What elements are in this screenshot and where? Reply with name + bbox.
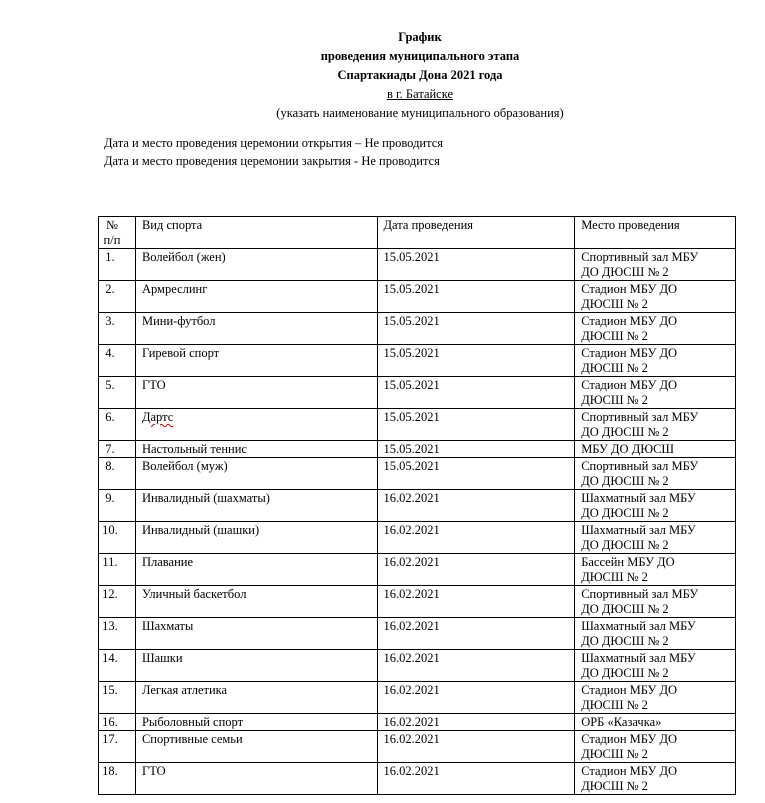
row-sport: ГТО [135,377,377,409]
row-place [575,650,736,682]
row-place-line2: ДО ДЮСШ № 2 [581,265,669,279]
row-place-line2: ДО ДЮСШ № 2 [581,602,669,616]
table-row [99,522,736,554]
row-number: 6. [99,409,136,441]
header-place: Место проведения [575,217,736,249]
row-sport: Мини-футбол [135,313,377,345]
row-place [575,313,736,345]
row-date: 16.02.2021 [377,522,575,554]
row-date: 15.05.2021 [377,313,575,345]
row-sport: Рыболовный спорт [135,714,377,731]
row-place-line1: ОРБ «Казачка» [581,715,662,729]
row-sport: Волейбол (жен) [135,249,377,281]
row-date: 16.02.2021 [377,618,575,650]
header-date: Дата проведения [377,217,575,249]
schedule-table [98,216,736,795]
table-row [99,586,736,618]
header-sport: Вид спорта [135,217,377,249]
row-place-line2: ДО ДЮСШ № 2 [581,474,669,488]
row-place-line2: ДЮСШ № 2 [581,570,648,584]
header-num [99,217,136,249]
row-place-line1: Спортивный зал МБУ [581,587,699,601]
row-number: 11. [99,554,136,586]
row-number: 13. [99,618,136,650]
table-row [99,682,736,714]
row-number: 12. [99,586,136,618]
row-number: 9. [99,490,136,522]
row-place-line2: ДЮСШ № 2 [581,297,648,311]
row-place-line1: МБУ ДО ДЮСШ [581,442,675,456]
table-row [99,345,736,377]
row-place-line2: ДЮСШ № 2 [581,361,648,375]
row-place [575,458,736,490]
table-row [99,281,736,313]
row-sport: ГТО [135,763,377,795]
city-name: в г. Батайске [386,87,454,101]
row-place [575,618,736,650]
header-num-line1: № [106,218,118,232]
row-date: 15.05.2021 [377,249,575,281]
row-sport: Шашки [135,650,377,682]
document-header [0,28,765,123]
row-sport: Уличный баскетбол [135,586,377,618]
row-place [575,345,736,377]
table-row [99,249,736,281]
table-row [99,490,736,522]
row-sport: Плавание [135,554,377,586]
row-number: 17. [99,731,136,763]
row-place [575,763,736,795]
row-place [575,409,736,441]
row-date: 15.05.2021 [377,458,575,490]
closing-ceremony-text: Дата и место проведения церемонии закрытия - Не проводится [104,154,440,168]
row-place [575,682,736,714]
header-note: (указать наименование муниципального образования) [276,106,564,120]
table-row [99,650,736,682]
row-place-line2: ДЮСШ № 2 [581,329,648,343]
row-number: 8. [99,458,136,490]
row-place-line1: Спортивный зал МБУ [581,459,699,473]
row-place [575,377,736,409]
row-place-line1: Шахматный зал МБУ [581,619,696,633]
row-date: 15.05.2021 [377,409,575,441]
row-place-line1: Стадион МБУ ДО [581,732,678,746]
row-sport: Волейбол (муж) [135,458,377,490]
row-place-line1: Бассейн МБУ ДО [581,555,675,569]
table-row [99,441,736,458]
row-place-line1: Шахматный зал МБУ [581,651,696,665]
row-place [575,554,736,586]
table-row [99,731,736,763]
document-subtitle-1: проведения муниципального этапа [320,49,520,63]
row-number: 3. [99,313,136,345]
row-place [575,490,736,522]
table-header-row [99,217,736,249]
row-sport: Инвалидный (шахматы) [135,490,377,522]
row-date: 15.05.2021 [377,441,575,458]
row-place-line1: Стадион МБУ ДО [581,346,678,360]
row-number: 5. [99,377,136,409]
row-place [575,714,736,731]
row-place-line2: ДО ДЮСШ № 2 [581,666,669,680]
row-date: 16.02.2021 [377,731,575,763]
row-number: 10. [99,522,136,554]
row-place-line2: ДЮСШ № 2 [581,393,648,407]
row-place-line1: Стадион МБУ ДО [581,683,678,697]
row-date: 16.02.2021 [377,490,575,522]
row-date: 15.05.2021 [377,281,575,313]
document-subtitle-2: Спартакиады Дона 2021 года [337,68,503,82]
row-place-line1: Стадион МБУ ДО [581,282,678,296]
row-place [575,522,736,554]
row-place-line2: ДО ДЮСШ № 2 [581,506,669,520]
schedule-body [99,249,736,795]
row-number: 4. [99,345,136,377]
row-place [575,441,736,458]
row-sport: Спортивные семьи [135,731,377,763]
row-sport: Шахматы [135,618,377,650]
row-date: 16.02.2021 [377,682,575,714]
row-place [575,731,736,763]
row-place [575,586,736,618]
row-place-line1: Стадион МБУ ДО [581,764,678,778]
row-date: 16.02.2021 [377,554,575,586]
row-sport: Инвалидный (шашки) [135,522,377,554]
row-number: 18. [99,763,136,795]
row-place [575,281,736,313]
table-row [99,458,736,490]
document-title: График [398,30,442,44]
row-sport: Легкая атлетика [135,682,377,714]
table-row [99,377,736,409]
row-date: 16.02.2021 [377,714,575,731]
row-date: 16.02.2021 [377,650,575,682]
table-row [99,714,736,731]
row-place-line2: ДО ДЮСШ № 2 [581,425,669,439]
opening-ceremony-text: Дата и место проведения церемонии открытия – Не проводится [104,136,444,150]
row-place-line1: Спортивный зал МБУ [581,250,699,264]
row-sport: Дартс [135,409,377,441]
row-number: 2. [99,281,136,313]
row-number: 16. [99,714,136,731]
row-place-line2: ДЮСШ № 2 [581,779,648,793]
row-place-line1: Стадион МБУ ДО [581,314,678,328]
row-place [575,249,736,281]
row-place-line2: ДО ДЮСШ № 2 [581,538,669,552]
row-sport: Настольный теннис [135,441,377,458]
row-number: 15. [99,682,136,714]
row-place-line1: Шахматный зал МБУ [581,523,696,537]
row-date: 16.02.2021 [377,763,575,795]
row-place-line1: Шахматный зал МБУ [581,491,696,505]
table-row [99,618,736,650]
table-row [99,763,736,795]
row-date: 16.02.2021 [377,586,575,618]
table-row [99,313,736,345]
row-number: 7. [99,441,136,458]
row-date: 15.05.2021 [377,377,575,409]
row-number: 1. [99,249,136,281]
row-place-line1: Стадион МБУ ДО [581,378,678,392]
ceremony-info [104,134,443,170]
row-sport: Гиревой спорт [135,345,377,377]
row-sport: Армреслинг [135,281,377,313]
table-row [99,409,736,441]
row-place-line2: ДЮСШ № 2 [581,698,648,712]
header-num-line2: п/п [103,233,121,247]
row-number: 14. [99,650,136,682]
table-row [99,554,736,586]
row-date: 15.05.2021 [377,345,575,377]
row-place-line2: ДО ДЮСШ № 2 [581,634,669,648]
row-place-line1: Спортивный зал МБУ [581,410,699,424]
row-place-line2: ДЮСШ № 2 [581,747,648,761]
